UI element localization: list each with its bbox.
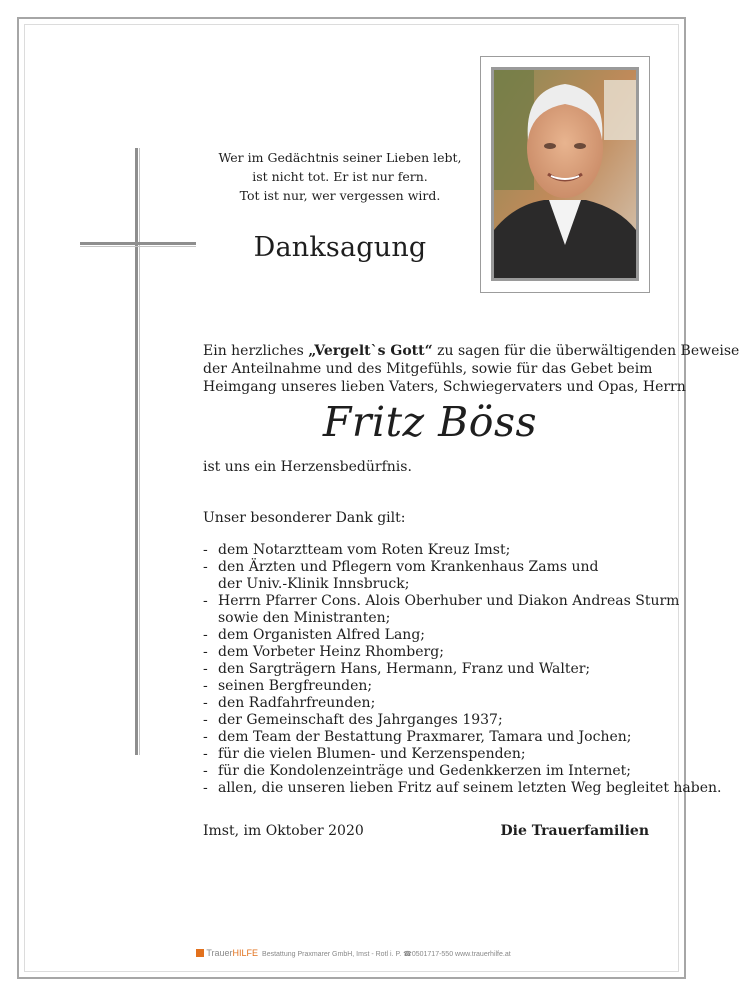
intro-line-3: Heimgang unseres lieben Vaters, Schwiegervaters und Opas, Herrn [203, 379, 686, 395]
list-item: - für die Kondolenzeinträge und Gedenkkerzen im Internet; [203, 763, 631, 779]
quote-line: Tot ist nur, wer vergessen wird. [239, 188, 441, 203]
list-item: - den Radfahrfreunden; [203, 695, 376, 711]
list-item: - seinen Bergfreunden; [203, 678, 373, 694]
cross-horizontal-shadow [80, 246, 196, 247]
list-item: - den Ärzten und Pflegern vom Krankenhaus Zams und der Univ.-Klinik Innsbruck; [203, 559, 599, 592]
signature: Die Trauerfamilien [500, 823, 649, 839]
list-item: - dem Notarztteam vom Roten Kreuz Imst; [203, 542, 511, 558]
cross-vertical-bar [135, 148, 138, 755]
intro-emphasis: „Vergelt`s Gott“ [308, 343, 433, 359]
quote-line: ist nicht tot. Er ist nur fern. [252, 169, 428, 184]
list-item: - allen, die unseren lieben Fritz auf seinem letzten Weg begleitet haben. [203, 780, 722, 796]
portrait-photo [491, 67, 639, 281]
deceased-name: Fritz Böss [322, 398, 538, 446]
list-item: - der Gemeinschaft des Jahrganges 1937; [203, 712, 503, 728]
list-item: - dem Organisten Alfred Lang; [203, 627, 426, 643]
intro-line-1: Ein herzliches „Vergelt`s Gott“ zu sagen für die überwältigenden Beweise [203, 343, 739, 359]
list-item: - Herrn Pfarrer Cons. Alois Oberhuber und Diakon Andreas Sturm sowie den Ministranten; [203, 593, 680, 626]
list-item: - dem Team der Bestattung Praxmarer, Tamara und Jochen; [203, 729, 632, 745]
heart-line: ist uns ein Herzensbedürfnis. [203, 459, 412, 475]
footer [0, 948, 707, 958]
place-date: Imst, im Oktober 2020 [203, 823, 364, 839]
page-title: Danksagung [253, 232, 427, 263]
footer-logo: TrauerHILFE [206, 948, 259, 958]
quote-line: Wer im Gedächtnis seiner Lieben lebt, [218, 150, 462, 165]
list-item: - den Sargträgern Hans, Hermann, Franz und Walter; [203, 661, 591, 677]
intro-paragraph [203, 342, 739, 396]
thanks-heading: Unser besonderer Dank gilt: [203, 510, 406, 526]
logo-icon [196, 949, 204, 957]
portrait-image [494, 70, 636, 278]
cross-vertical-shadow [139, 148, 140, 755]
list-item: - für die vielen Blumen- und Kerzenspenden; [203, 746, 526, 762]
cross-horizontal-bar [80, 242, 196, 245]
list-item: - dem Vorbeter Heinz Rhomberg; [203, 644, 444, 660]
footer-text: Bestattung Praxmarer GmbH, Imst - Rotl i. P. ☎0501717-550 www.trauerhilfe.at [262, 951, 511, 958]
thanks-list [203, 542, 722, 797]
intro-line-2: der Anteilnahme und des Mitgefühls, sowie für das Gebet beim [203, 361, 653, 377]
memorial-quote [215, 148, 465, 205]
